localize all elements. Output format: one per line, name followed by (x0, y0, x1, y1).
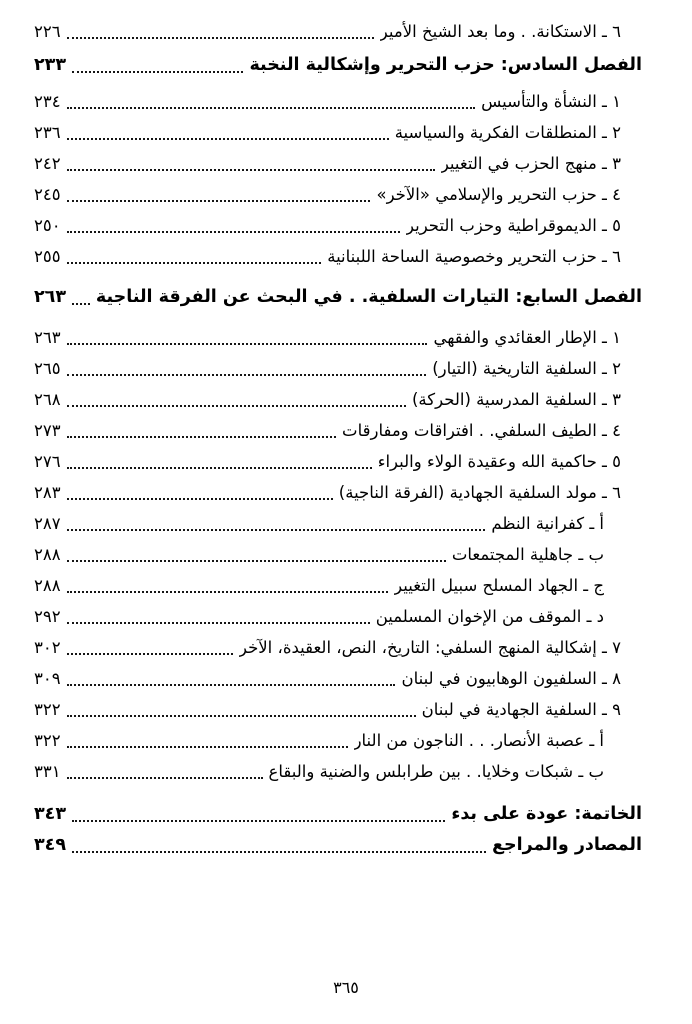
dotted-leader (72, 71, 243, 73)
toc-entry-page: ٢٦٣ (34, 328, 61, 347)
toc-entry-title: ب ـ جاهلية المجتمعات (451, 545, 604, 564)
toc-entry-page: ٢٣٦ (34, 123, 61, 142)
toc-entry-page: ٣٠٢ (34, 638, 61, 657)
dotted-leader (67, 529, 486, 531)
toc-entry-page: ٢٦٨ (34, 390, 61, 409)
toc-entry-page: ٢٨٨ (34, 576, 61, 595)
toc-entry-page: ٢٨٣ (34, 483, 61, 502)
toc-row-item (34, 384, 642, 415)
toc-row-subitem (34, 508, 642, 539)
toc-entry-title: أ ـ كفرانية النظم (491, 514, 604, 533)
dotted-leader (72, 303, 90, 305)
toc-entry-page: ٢٣٤ (34, 92, 61, 111)
toc-entry-page: ٣٢٢ (34, 700, 61, 719)
toc-row-item (34, 179, 642, 210)
toc-row-item (34, 210, 642, 241)
toc-row-item (34, 446, 642, 477)
toc-row-subitem (34, 539, 642, 570)
toc-entry-page: ٢٤٥ (34, 185, 61, 204)
toc-entry-page: ٣٤٣ (34, 804, 67, 824)
toc-row-item (34, 86, 642, 117)
toc-entry-title: ١ ـ الإطار العقائدي والفقهي (433, 328, 621, 347)
dotted-leader (67, 777, 263, 779)
dotted-leader (67, 200, 371, 202)
toc-entry-page: ٣٠٩ (34, 669, 61, 688)
toc-entry-page: ٢٩٢ (34, 607, 61, 626)
toc-entry-title: ٣ ـ السلفية المدرسية (الحركة) (411, 390, 621, 409)
dotted-leader (67, 374, 427, 376)
footer-page-number: ٣٦٥ (333, 978, 359, 997)
toc-entry-title: المصادر والمراجع (492, 835, 642, 855)
toc-row-item (34, 477, 642, 508)
dotted-leader (67, 560, 446, 562)
toc-row-chapter (34, 282, 642, 313)
dotted-leader (67, 262, 322, 264)
toc-entry-title: ٢ ـ المنطلقات الفكرية والسياسية (394, 123, 621, 142)
toc-entry-title: ٢ ـ السلفية التاريخية (التيار) (432, 359, 621, 378)
toc-row-item (34, 241, 642, 272)
toc-row-item (34, 415, 642, 446)
dotted-leader (67, 498, 333, 500)
toc-entry-title: ٤ ـ الطيف السلفي. . افتراقات ومفارقات (342, 421, 621, 440)
dotted-leader (67, 715, 416, 717)
toc-row-item (34, 322, 642, 353)
toc-entry-title: ٧ ـ إشكالية المنهج السلفي: التاريخ، النص، العقيدة، الآخر (238, 638, 621, 657)
dotted-leader (72, 851, 486, 853)
toc-entry-page: ٢٥٠ (34, 216, 61, 235)
dotted-leader (72, 820, 445, 822)
dotted-leader (67, 405, 406, 407)
toc-entry-page: ٢٦٥ (34, 359, 61, 378)
toc-row-chapter (34, 830, 642, 861)
toc-row-item (34, 632, 642, 663)
toc-entry-page: ٣٢٢ (34, 731, 61, 750)
toc-row-subitem (34, 570, 642, 601)
toc-row-chapter (34, 799, 642, 830)
toc-row-item (34, 16, 642, 47)
dotted-leader (67, 169, 435, 171)
toc-entry-page: ٢٧٦ (34, 452, 61, 471)
toc-entry-page: ٣٤٩ (34, 835, 67, 855)
dotted-leader (67, 107, 476, 109)
toc-entry-title: ج ـ الجهاد المسلح سبيل التغيير (394, 576, 604, 595)
dotted-leader (67, 231, 400, 233)
toc-row-item (34, 148, 642, 179)
dotted-leader (67, 436, 336, 438)
toc-entry-title: ٥ ـ حاكمية الله وعقيدة الولاء والبراء (377, 452, 621, 471)
toc-entry-title: د ـ الموقف من الإخوان المسلمين (375, 607, 604, 626)
toc-row-item (34, 117, 642, 148)
toc-entry-title: ٤ ـ حزب التحرير والإسلامي «الآخر» (376, 185, 621, 204)
toc-entry-title: ٩ ـ السلفية الجهادية في لبنان (421, 700, 621, 719)
toc-entry-title: ٨ ـ السلفيون الوهابيون في لبنان (401, 669, 621, 688)
dotted-leader (67, 343, 428, 345)
toc-entry-title: أ ـ عصبة الأنصار. . . الناجون من النار (353, 731, 604, 750)
toc-entry-page: ٢٢٦ (34, 22, 61, 41)
dotted-leader (67, 746, 348, 748)
toc-entry-title: ١ ـ النشأة والتأسيس (481, 92, 621, 111)
toc-row-chapter (34, 50, 642, 81)
toc-entry-page: ٢٣٣ (34, 55, 67, 75)
dotted-leader (67, 138, 389, 140)
dotted-leader (67, 622, 370, 624)
toc-entry-title: ٦ ـ الاستكانة. . وما بعد الشيخ الأمير (379, 22, 621, 41)
toc-row-subitem (34, 725, 642, 756)
toc-entry-page: ٣٣١ (34, 762, 61, 781)
toc-entry-page: ٢٧٣ (34, 421, 61, 440)
toc-entry-title: الفصل السابع: التيارات السلفية. . في البحث عن الفرقة الناجية (95, 287, 642, 307)
toc-entry-page: ٢٤٢ (34, 154, 61, 173)
toc-entry-title: ٦ ـ مولد السلفية الجهادية (الفرقة الناجية) (338, 483, 621, 502)
toc-entry-title: ٦ ـ حزب التحرير وخصوصية الساحة اللبنانية (327, 247, 621, 266)
toc-entry-page: ٢٥٥ (34, 247, 61, 266)
toc-row-subitem (34, 756, 642, 787)
toc-entry-title: الخاتمة: عودة على بدء (451, 804, 642, 824)
dotted-leader (67, 684, 396, 686)
toc-entry-title: ٣ ـ منهج الحزب في التغيير (440, 154, 621, 173)
toc-entry-page: ٢٨٨ (34, 545, 61, 564)
dotted-leader (67, 591, 389, 593)
toc-row-item (34, 663, 642, 694)
dotted-leader (67, 467, 372, 469)
toc-row-item (34, 353, 642, 384)
toc-row-item (34, 694, 642, 725)
toc-entry-title: ب ـ شبكات وخلايا. . بين طرابلس والضنية والبقاع (268, 762, 604, 781)
dotted-leader (67, 653, 233, 655)
toc-entry-page: ٢٨٧ (34, 514, 61, 533)
dotted-leader (67, 37, 374, 39)
toc-row-subitem (34, 601, 642, 632)
toc-entry-title: ٥ ـ الديموقراطية وحزب التحرير (406, 216, 621, 235)
toc-entry-page: ٢٦٣ (34, 287, 67, 307)
toc-entry-title: الفصل السادس: حزب التحرير وإشكالية النخبة (249, 55, 642, 75)
